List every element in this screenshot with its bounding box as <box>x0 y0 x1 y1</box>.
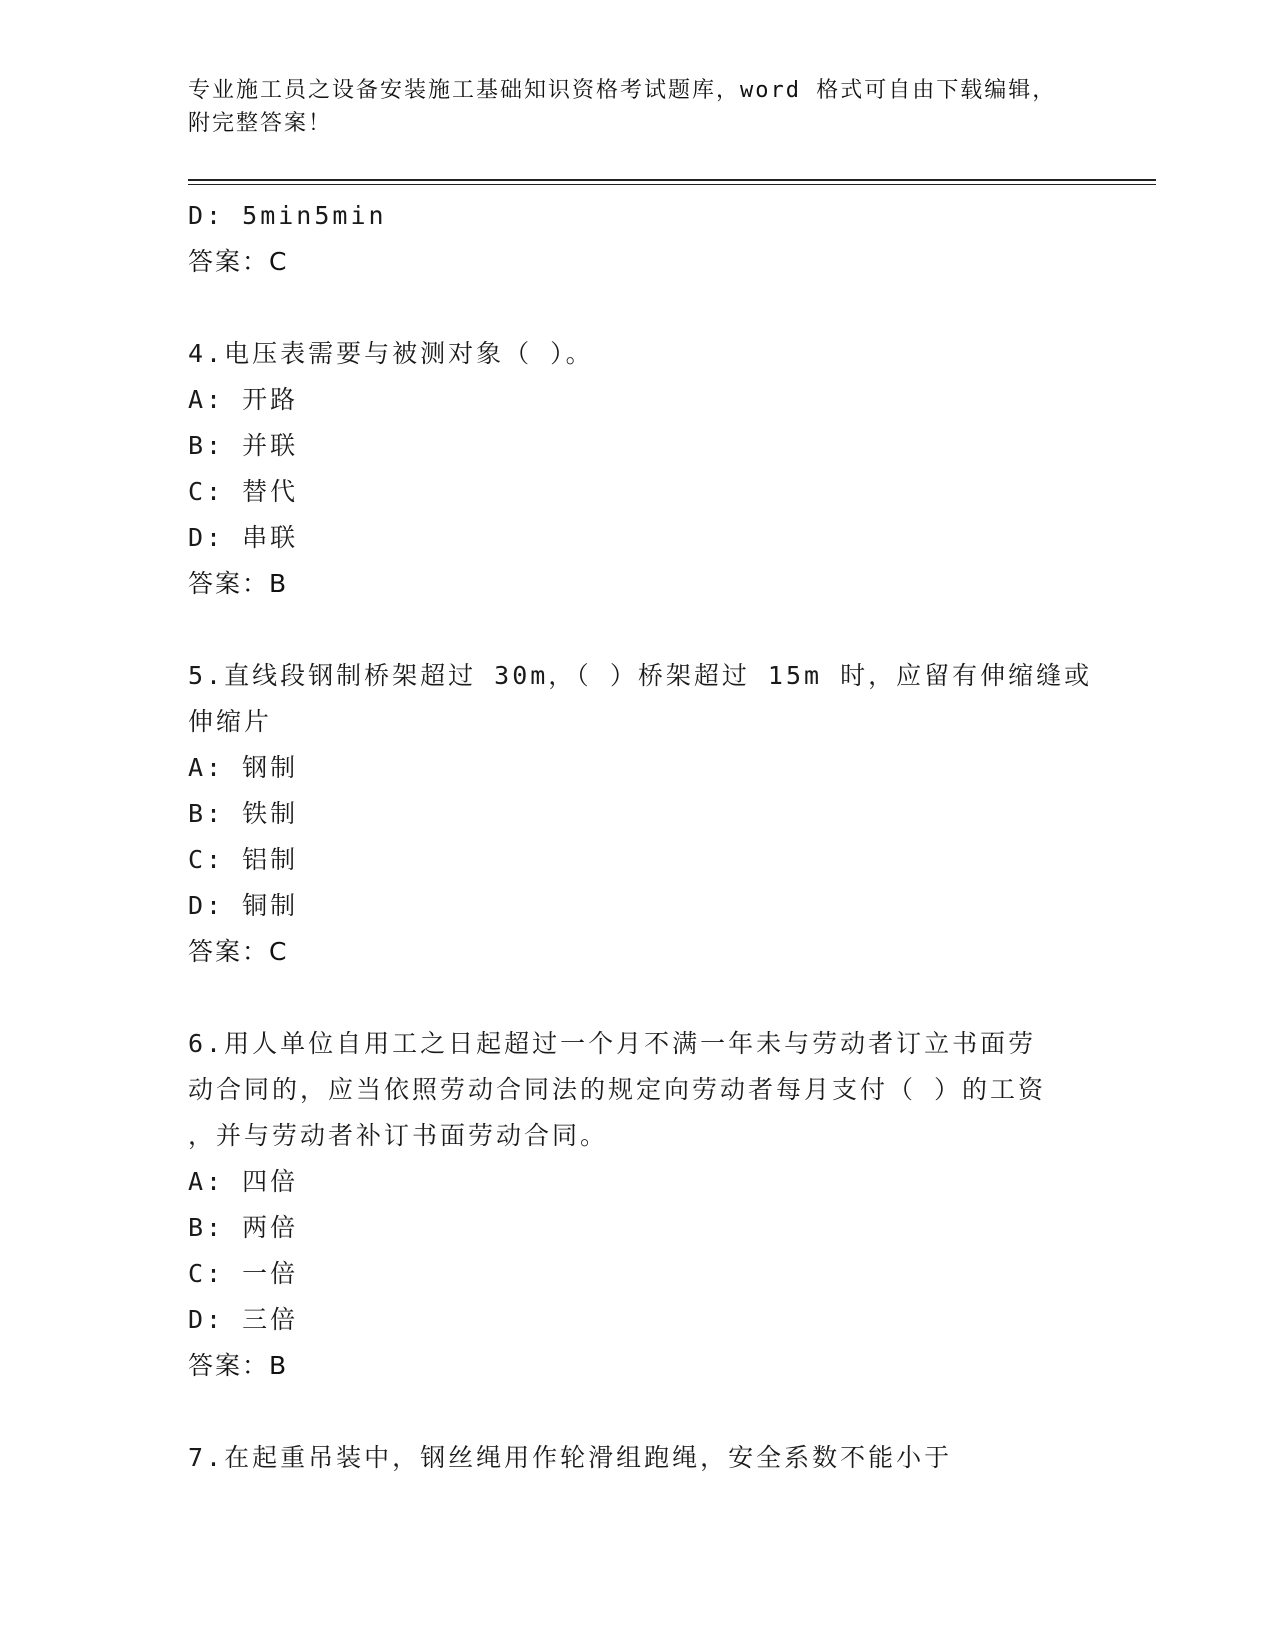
header-divider <box>188 179 1156 181</box>
option-a: A: 四倍 <box>188 1167 299 1196</box>
question-text-cont: 伸缩片 <box>188 707 273 736</box>
question-block <box>188 653 1093 975</box>
option-d: D: 铜制 <box>188 891 299 920</box>
option-d: D: 串联 <box>188 523 299 552</box>
question-list <box>188 193 1093 1481</box>
option-c: C: 一倍 <box>188 1259 299 1288</box>
question-text: 7.在起重吊装中，钢丝绳用作轮滑组跑绳，安全系数不能小于 <box>188 1443 953 1472</box>
option-c: C: 替代 <box>188 477 299 506</box>
spacer <box>188 285 1088 331</box>
question-text-cont: ，并与劳动者补订书面劳动合同。 <box>188 1121 609 1150</box>
question-block <box>188 331 1088 607</box>
option-d: D: 5min5min <box>188 201 387 230</box>
question-block <box>188 1435 1088 1481</box>
document-header <box>188 74 1088 140</box>
answer-line: 答案：B <box>188 1351 289 1380</box>
spacer <box>188 607 1088 653</box>
answer-line: 答案：C <box>188 937 289 966</box>
option-c: C: 铝制 <box>188 845 299 874</box>
spacer <box>188 975 1088 1021</box>
question-block <box>188 1021 1088 1389</box>
question-text-cont: 动合同的，应当依照劳动合同法的规定向劳动者每月支付（ ）的工资 <box>188 1075 1047 1104</box>
question-text: 5.直线段钢制桥架超过 30m，（ ）桥架超过 15m 时，应留有伸缩缝或 <box>188 661 1093 690</box>
question-text: 4.电压表需要与被测对象（ ）。 <box>188 339 594 368</box>
answer-line: 答案：B <box>188 569 289 598</box>
option-d: D: 三倍 <box>188 1305 299 1334</box>
header-line-2: 附完整答案！ <box>188 111 333 136</box>
header-line-1: 专业施工员之设备安装施工基础知识资格考试题库，word 格式可自由下载编辑， <box>188 78 1057 103</box>
option-b: B: 并联 <box>188 431 299 460</box>
option-a: A: 开路 <box>188 385 299 414</box>
option-b: B: 铁制 <box>188 799 299 828</box>
header-divider-thin <box>188 184 1156 185</box>
question-text: 6.用人单位自用工之日起超过一个月不满一年未与劳动者订立书面劳 <box>188 1029 1037 1058</box>
option-a: A: 钢制 <box>188 753 299 782</box>
option-b: B: 两倍 <box>188 1213 299 1242</box>
answer-line: 答案：C <box>188 247 289 276</box>
spacer <box>188 1389 1088 1435</box>
